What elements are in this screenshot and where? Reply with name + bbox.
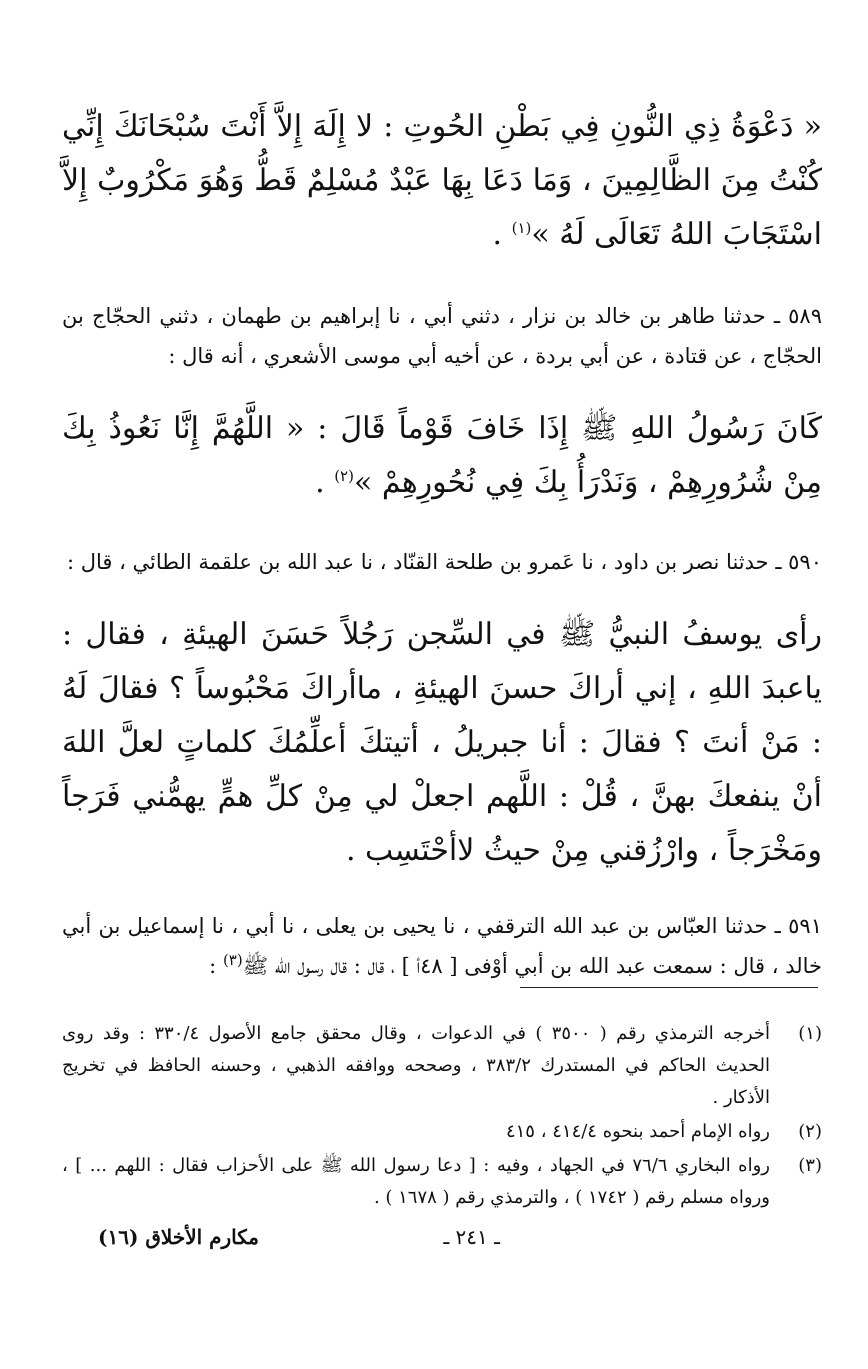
hadith-text: « دَعْوَةُ ذِي النُّونِ فِي بَطْنِ الحُوتِ : لا إِلَهَ إِلاَّ أَنْتَ سُبْحَانَكَ إِنِّي كُنْتُ مِنَ الظَّالِمِينَ ، وَمَا دَعَا بِهَا عَبْدٌ مُسْلِمٌ قَطُّ وَهُوَ مَكْرُوبٌ إِلاَّ اسْتَجَابَ اللهُ تَعَالَى لَهُ »	[62, 109, 822, 252]
hadith-589	[62, 402, 822, 510]
footnote-ref-1: (١)	[511, 219, 532, 237]
hadith-text: كَانَ رَسُولُ اللهِ ﷺ إِذَا خَافَ قَوْماً قَالَ : « اللَّهُمَّ إِنَّا نَعُوذُ بِكَ مِنْ شُرُورِهِمْ ، وَنَدْرَأُ بِكَ فِي نُحُورِهِمْ »	[62, 411, 823, 500]
footnote-number: (١)	[798, 1023, 822, 1044]
footnote-2	[62, 1116, 822, 1148]
hadith-dua-dhun-nun	[62, 100, 822, 262]
hadith-end: .	[315, 465, 335, 500]
isnad-end: :	[209, 954, 223, 978]
footnote-number: (٢)	[798, 1121, 822, 1142]
footnote-3	[62, 1150, 822, 1214]
isnad-590: ٥٩٠ ـ حدثنا نصر بن داود ، نا عَمرو بن طلحة القنّاد ، نا عبد الله بن علقمة الطائي ، قال :	[66, 550, 822, 574]
isnad-591	[62, 906, 822, 986]
footnote-ref-3: (٣)	[222, 951, 243, 969]
footnote-text: رواه البخاري ٧٦/٦ في الجهاد ، وفيه : [ دعا رسول الله ﷺ على الأحزاب فقال : اللهم ... ] ، ورواه مسلم رقم ( ١٧٤٢ ) ، والترمذي رقم ( ١٦٧٨ ) .	[62, 1155, 770, 1208]
footnote-number: (٣)	[798, 1155, 822, 1176]
page-number: ـ ٢٤١ ـ	[443, 1225, 500, 1249]
footnote-1	[62, 1018, 822, 1114]
isnad-text: ٥٩١ ـ حدثنا العبّاس بن عبد الله الترقفي ، نا يحيى بن يعلى ، نا أبي ، نا إسماعيل بن أبي خالد ، قال : سمعت عبد الله بن أبي أوْفى [ ٤٨أ ] ، قال : قال رسول الله ﷺ	[62, 914, 822, 978]
footnote-ref-2: (٢)	[334, 467, 354, 485]
hadith-590: رأى يوسفُ النبيُّ ﷺ في السِّجن رَجُلاً حَسَنَ الهيئةِ ، فقال : ياعبدَ اللهِ ، إني أراكَ حسنَ الهيئةِ ، ماأراكَ مَحْبُوساً ؟ فقالَ لَهُ : مَنْ أنتَ ؟ فقالَ : أنا جبريلُ ، أتيتكَ أعلِّمُكَ كلماتٍ لعلَّ اللهَ أنْ ينفعكَ بهنَّ ، قُلْ : اللَّهم اجعلْ لي مِنْ كلِّ همٍّ يهمُّني فَرَجاً ومَخْرَجاً ، وارْزُقني مِنْ حيثُ لاأحْتَسِب .	[62, 617, 822, 868]
footnote-separator	[520, 987, 818, 988]
footnotes	[62, 1018, 822, 1216]
footnote-text: أخرجه الترمذي رقم ( ٣٥٠٠ ) في الدعوات ، وقال محقق جامع الأصول ٣٣٠/٤ : وقد روى الحديث الحاكم في المستدرك ٣٨٣/٢ ، وصححه ووافقه الذهبي ، وحسنه الحافظ في تخريج الأذكار .	[62, 1023, 770, 1108]
isnad-589: ٥٨٩ ـ حدثنا طاهر بن خالد بن نزار ، دثني أبي ، نا إبراهيم بن طهمان ، دثني الحجّاج بن الحجّاج ، عن قتادة ، عن أبي بردة ، عن أخيه أبي موسى الأشعري ، أنه قال :	[62, 304, 822, 368]
running-book-title: مكارم الأخلاق (١٦)	[98, 1225, 260, 1249]
hadith-end: .	[492, 217, 512, 252]
footnote-text: رواه الإمام أحمد بنحوه ٤١٤/٤ ، ٤١٥	[505, 1121, 770, 1142]
page-footer	[62, 1225, 822, 1265]
page-body	[62, 100, 822, 1012]
